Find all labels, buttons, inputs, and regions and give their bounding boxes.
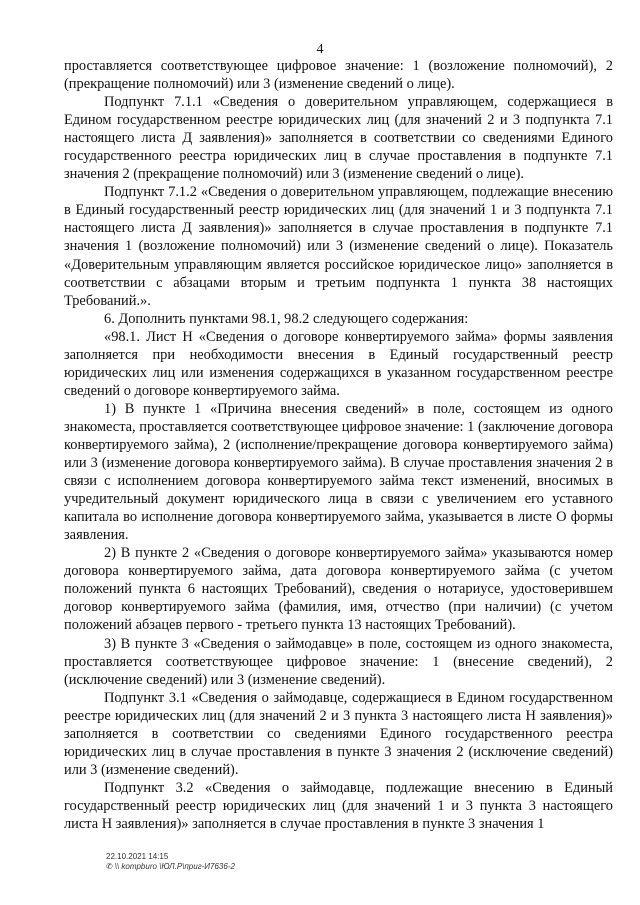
paragraph: 6. Дополнить пунктами 98.1, 98.2 следующего содержания:	[104, 310, 469, 327]
paragraph: «98.1. Лист Н «Сведения о договоре конвертируемого займа» формы заявления заполняется при необходимости внесения в Единый государственный реестр юридических лиц или изменения содержащихся в указанном государственном реестре сведений о договоре конвертируемого займа.	[64, 328, 613, 399]
paragraph: проставляется соответствующее цифровое значение: 1 (возложение полномочий), 2 (прекращение полномочий) или 3 (изменение сведений о лице).	[64, 58, 613, 93]
document-body	[64, 57, 613, 833]
page-number: 4	[316, 42, 324, 57]
paragraph: 1) В пункте 1 «Причина внесения сведений» в поле, состоящем из одного знакоместа, проставляется соответствующее цифровое значение: 1 (заключение договора конвертируемого займа), 2 (исполнение/прекращение договора конвертируемого займа) или 3 (изменение договора конвертируемого займа). В случае проставления значения 2 в связи с исполнением договора конвертируемого займа текст изменений, вносимых в учредительный документ юридического лица в связи с увеличением его уставного капитала во исполнение договора конвертируемого займа, указывается в листе О формы заявления.	[64, 400, 613, 544]
paragraph: Подпункт 3.2 «Сведения о займодавце, подлежащие внесению в Единый государственный реестр юридических лиц (для значений 1 и 3 пункта 3 настоящего листа Н заявления)» заполняется в случае проставления в пункте 3 значения 1	[64, 779, 613, 832]
paragraph: Подпункт 7.1.1 «Сведения о доверительном управляющем, содержащиеся в Едином государственном реестре юридических лиц (для значений 2 и 3 подпункта 7.1 настоящего листа Д заявления)» заполняется в соответствии со сведениями Единого государственного реестра юридических лиц в случае проставления в подпункте 7.1 значения 2 (прекращение полномочий) или 3 (изменение сведений о лице).	[64, 94, 613, 183]
paragraph: Подпункт 7.1.2 «Сведения о доверительном управляющем, подлежащие внесению в Единый государственный реестр юридических лиц (для значений 1 и 3 подпункта 7.1 настоящего листа Д заявления)» заполняется в случае проставления в подпункте 7.1 значения 1 (возложение полномочий) или 3 (изменение сведений о лице). Показатель «Доверительным управляющим является российское юридическое лицо» заполняется в соответствии с абзацами вторым и третьим подпункта 1 пункта 38 настоящих Требований.».	[64, 184, 613, 309]
paragraph: 3) В пункте 3 «Сведения о займодавце» в поле, состоящем из одного знакоместа, проставляется соответствующее цифровое значение: 1 (внесение сведений), 2 (исключение сведений) или 3 (изменение сведений).	[64, 635, 613, 688]
paragraph: Подпункт 3.1 «Сведения о займодавце, содержащиеся в Едином государственном реестре юридических лиц (для значений 2 и 3 пункта 3 настоящего листа Н заявления)» заполняется в соответствии со сведениями Единого государственного реестра юридических лиц в случае проставления в пункте 3 значения 2 (исключение сведений) или 3 (изменение сведений).	[64, 689, 613, 778]
footer	[106, 852, 235, 872]
phone-icon: ✆	[106, 862, 113, 871]
footer-date: 22.10.2021 14:15	[106, 852, 169, 861]
footer-path: \\ kompburo \ЮЛ.Р\приг-И7636-2	[114, 862, 235, 871]
paragraph: 2) В пункте 2 «Сведения о договоре конвертируемого займа» указываются номер договора конвертируемого займа, дата договора конвертируемого займа (с учетом положений пункта 6 настоящих Требований), сведения о нотариусе, удостоверившем договор конвертируемого займа (фамилия, имя, отчество (при наличии) (с учетом положений абзацев первого - третьего пункта 13 настоящих Требований).	[64, 545, 613, 634]
footer-path-line	[106, 862, 235, 872]
